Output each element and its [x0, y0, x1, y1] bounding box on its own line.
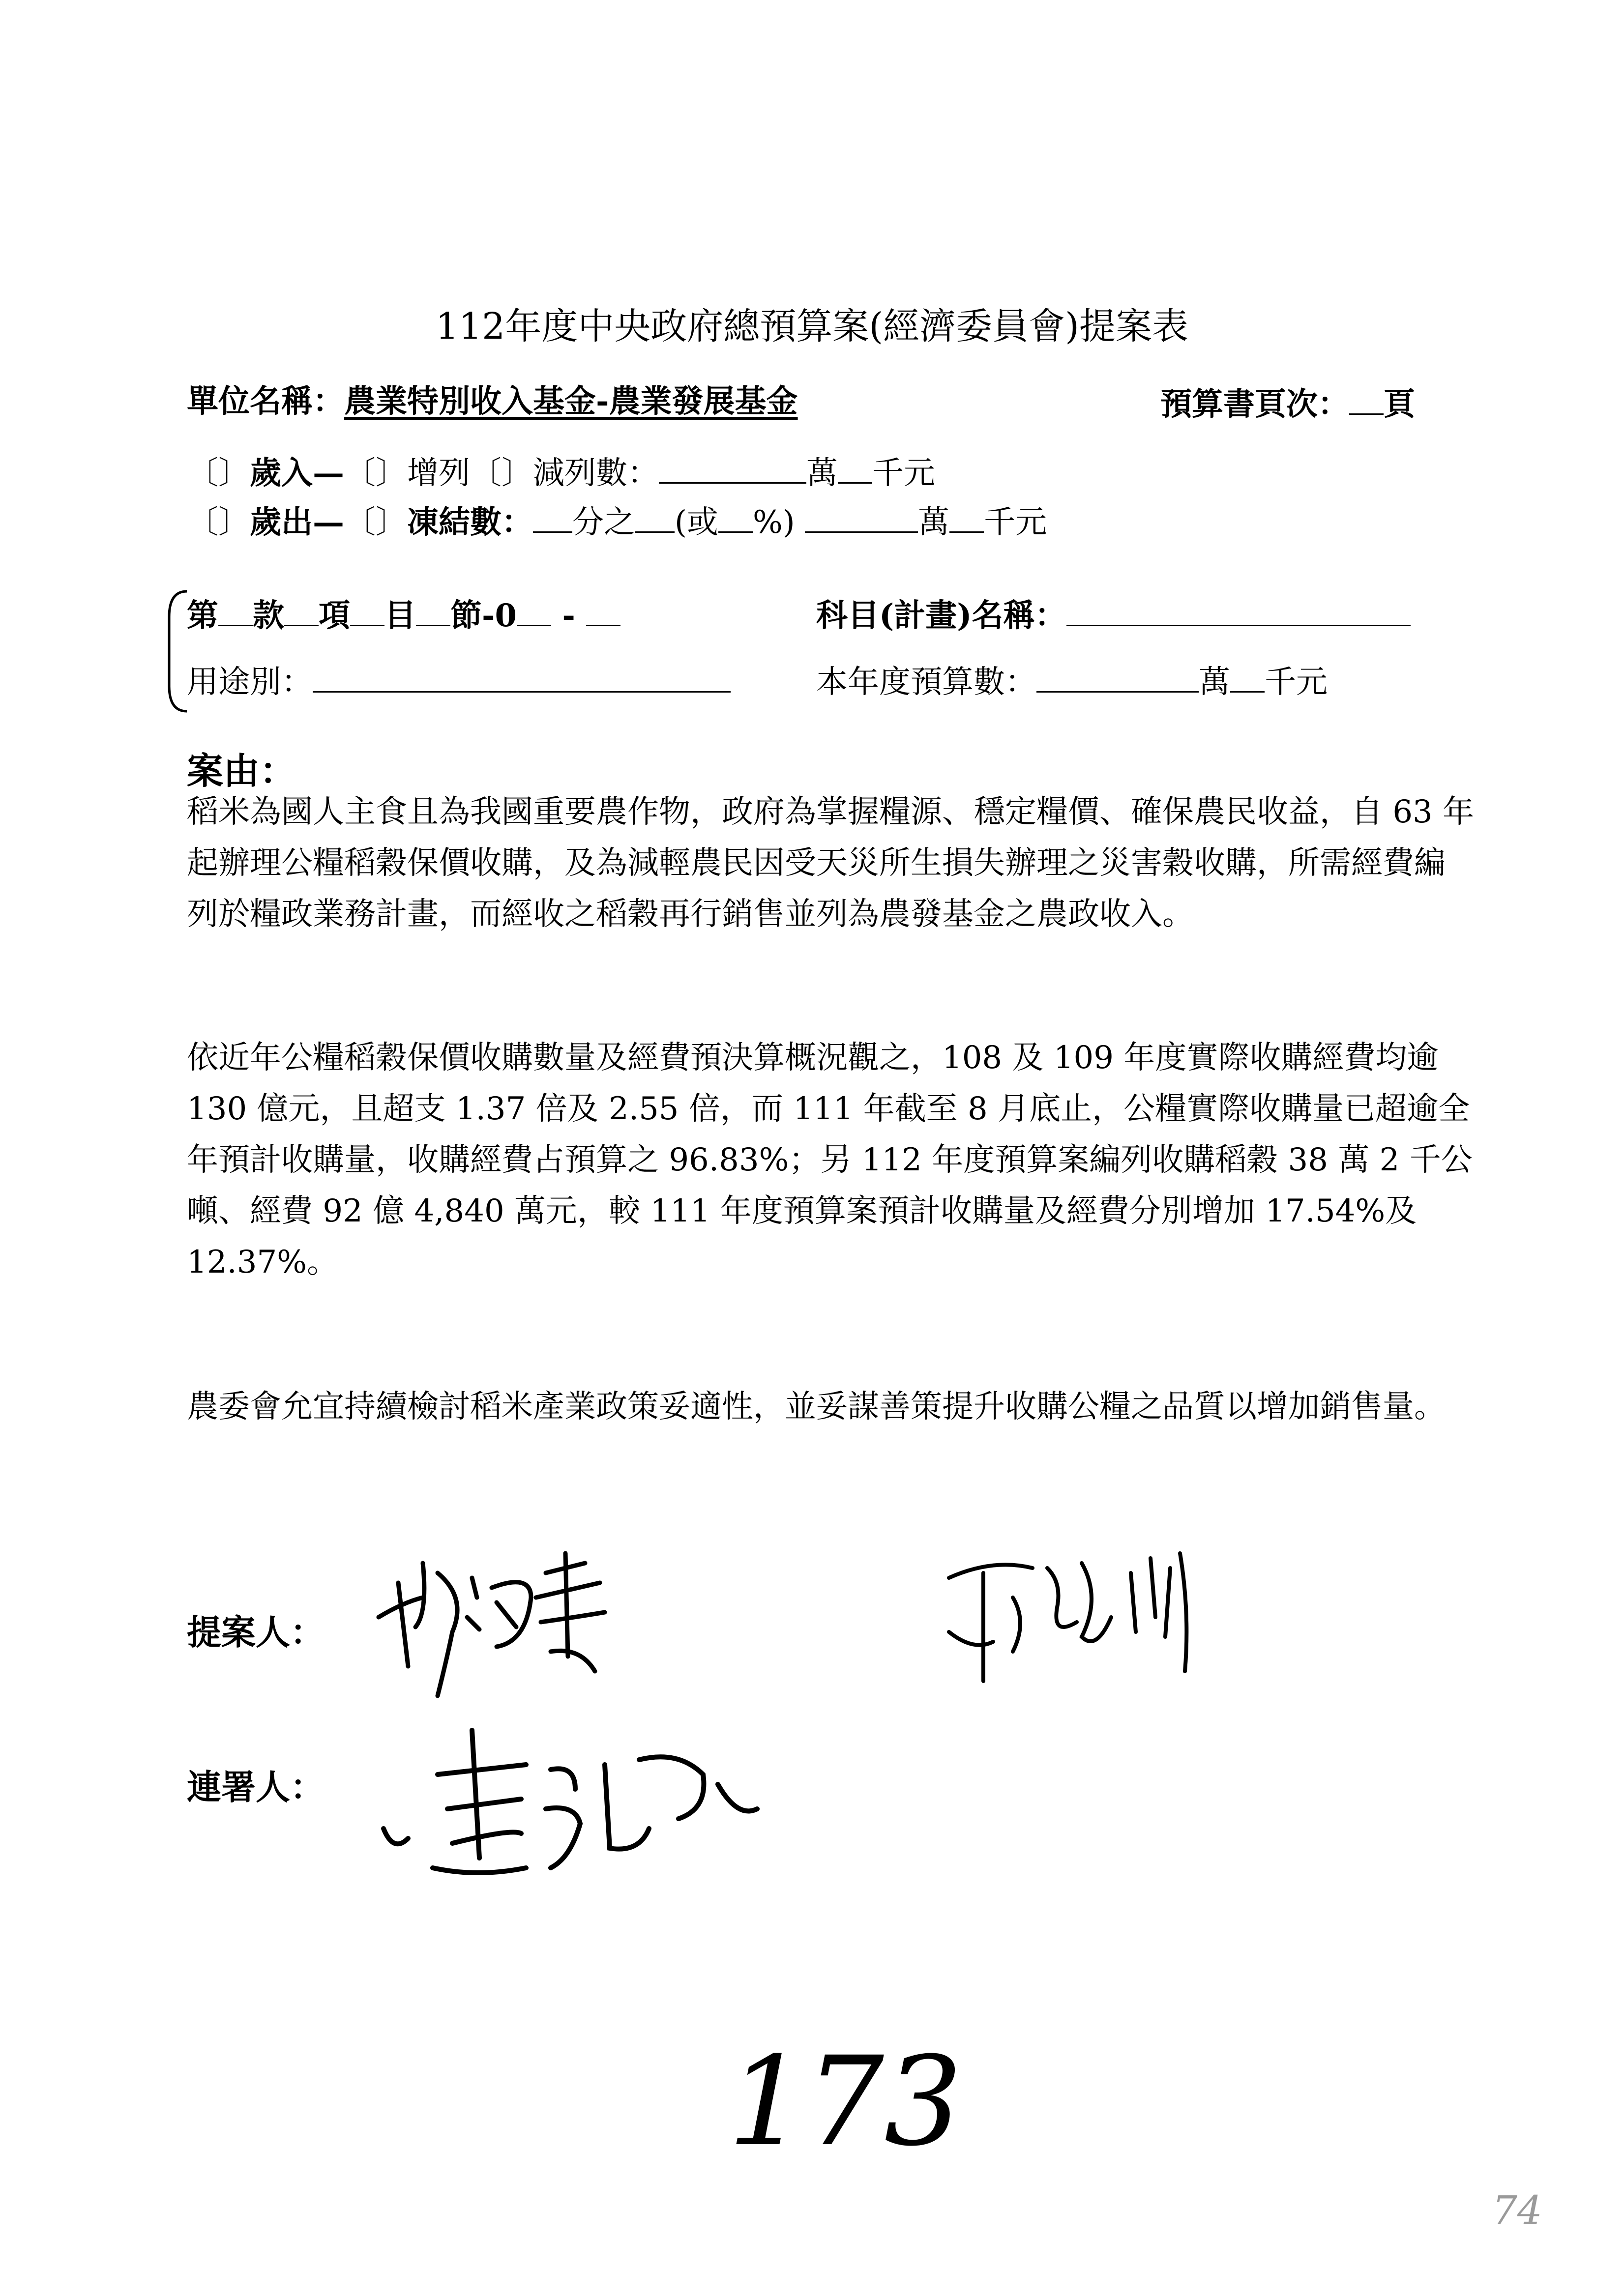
proposer-label: 提案人：: [187, 1612, 325, 1653]
revenue-row: [187, 455, 935, 492]
expense-row: [187, 504, 1047, 541]
revenue-checkbox[interactable]: 〔〕: [187, 455, 250, 492]
purpose-row: [187, 664, 731, 698]
jie-label: 節-0: [450, 597, 517, 634]
unit-label: 單位名稱：: [187, 383, 344, 420]
unit-name-row: [187, 383, 798, 420]
or-open: (或: [675, 504, 718, 541]
unit-name: 農業特別收入基金-農業發展基金: [344, 383, 798, 420]
budget-wan: 萬: [1199, 664, 1230, 700]
paragraph-1: 稻米為國人主食且為我國重要農作物，政府為掌握糧源、穩定糧價、確保農民收益，自 63 年起辦理公糧稻穀保價收購，及為減輕農民因受天災所生損失辦理之災害穀收購，所需經費編列於糧政業務計畫，而經收之稻穀再行銷售並列為農發基金之農政收入。: [187, 794, 1475, 932]
revenue-qian-blank: [838, 455, 872, 484]
budget-row: [816, 664, 1328, 698]
expense-label: 歲出—: [250, 504, 344, 541]
freeze-den-blank: [533, 504, 572, 533]
xiang-label: 項: [319, 597, 350, 634]
reason-heading: 案由：: [187, 750, 296, 792]
pct-blank: [718, 504, 753, 533]
revenue-label: 歲入—: [250, 455, 344, 492]
pct-close: %): [752, 504, 795, 541]
freeze-checkbox[interactable]: 〔〕: [344, 504, 407, 541]
revenue-wan: 萬: [806, 455, 838, 492]
subject-label: 科目(計畫)名稱：: [816, 597, 1066, 634]
freeze-label: 凍結數：: [407, 504, 533, 541]
subject-row: [816, 597, 1411, 632]
purpose-blank: [313, 664, 731, 693]
subject-blank: [1066, 597, 1411, 626]
jie-blank: [416, 597, 450, 626]
page-ref-blank: [1349, 386, 1384, 415]
expense-checkbox[interactable]: 〔〕: [187, 504, 250, 541]
budget-label: 本年度預算數：: [816, 664, 1036, 700]
increase-checkbox[interactable]: 〔〕: [344, 455, 407, 492]
revenue-wan-blank: [659, 455, 806, 484]
jie-num-blank: [517, 597, 551, 626]
purpose-label: 用途別：: [187, 664, 313, 700]
kuan-blank: [218, 597, 253, 626]
page-title: 112年度中央政府總預算案(經濟委員會)提案表: [436, 305, 1188, 348]
page-ref-label: 預算書頁次：: [1160, 386, 1349, 423]
mu-label: 目: [384, 597, 416, 634]
sub-blank: [586, 597, 620, 626]
increase-label: 增列: [407, 455, 470, 492]
dash-label: -: [562, 597, 575, 634]
budget-qian-blank: [1230, 664, 1265, 693]
paragraph-3: 農委會允宜持續檢討稻米產業政策妥適性，並妥謀善策提升收購公糧之品質以增加銷售量。: [187, 1389, 1446, 1425]
fen-label: 分之: [572, 504, 635, 541]
decrease-label: 減列數：: [533, 455, 659, 492]
budget-wan-blank: [1036, 664, 1199, 693]
kuan-label: 第: [187, 597, 218, 634]
proposer-signature: [369, 1543, 624, 1711]
expense-qian-blank: [949, 504, 984, 533]
page-number: 173: [728, 2030, 963, 2173]
second-signature: [934, 1539, 1210, 1696]
section-code-row: [187, 597, 620, 632]
expense-qian: 千元: [984, 504, 1047, 541]
k2-label: 款: [253, 597, 284, 634]
page-ref-suffix: 頁: [1384, 386, 1415, 423]
cosigner-signature: [364, 1711, 767, 1888]
xiang-blank: [284, 597, 319, 626]
freeze-num-blank: [635, 504, 675, 533]
expense-wan-blank: [805, 504, 918, 533]
revenue-qian: 千元: [872, 455, 935, 492]
cosigner-label: 連署人：: [187, 1767, 325, 1807]
corner-mark: 74: [1492, 2187, 1542, 2233]
paragraph-2: 依近年公糧稻穀保價收購數量及經費預決算概況觀之，108 及 109 年度實際收購經費均逾 130 億元，且超支 1.37 倍及 2.55 倍，而 111 年截至 8 月底止，公糧實際收購量已超逾全年預計收購量，收購經費占預算之 96.83%；另 112 年度預算案編列收購稻穀 38 萬 2 千公噸、經費 92 億 4,840 萬元，較 111 年度預算案預計收購量及經費分別增加 17.54%及 12.37%。: [187, 1040, 1473, 1280]
expense-wan: 萬: [918, 504, 950, 541]
decrease-checkbox[interactable]: 〔〕: [470, 455, 533, 492]
budget-qian: 千元: [1265, 664, 1328, 700]
page-ref: [1160, 386, 1415, 423]
mu-blank: [350, 597, 384, 626]
